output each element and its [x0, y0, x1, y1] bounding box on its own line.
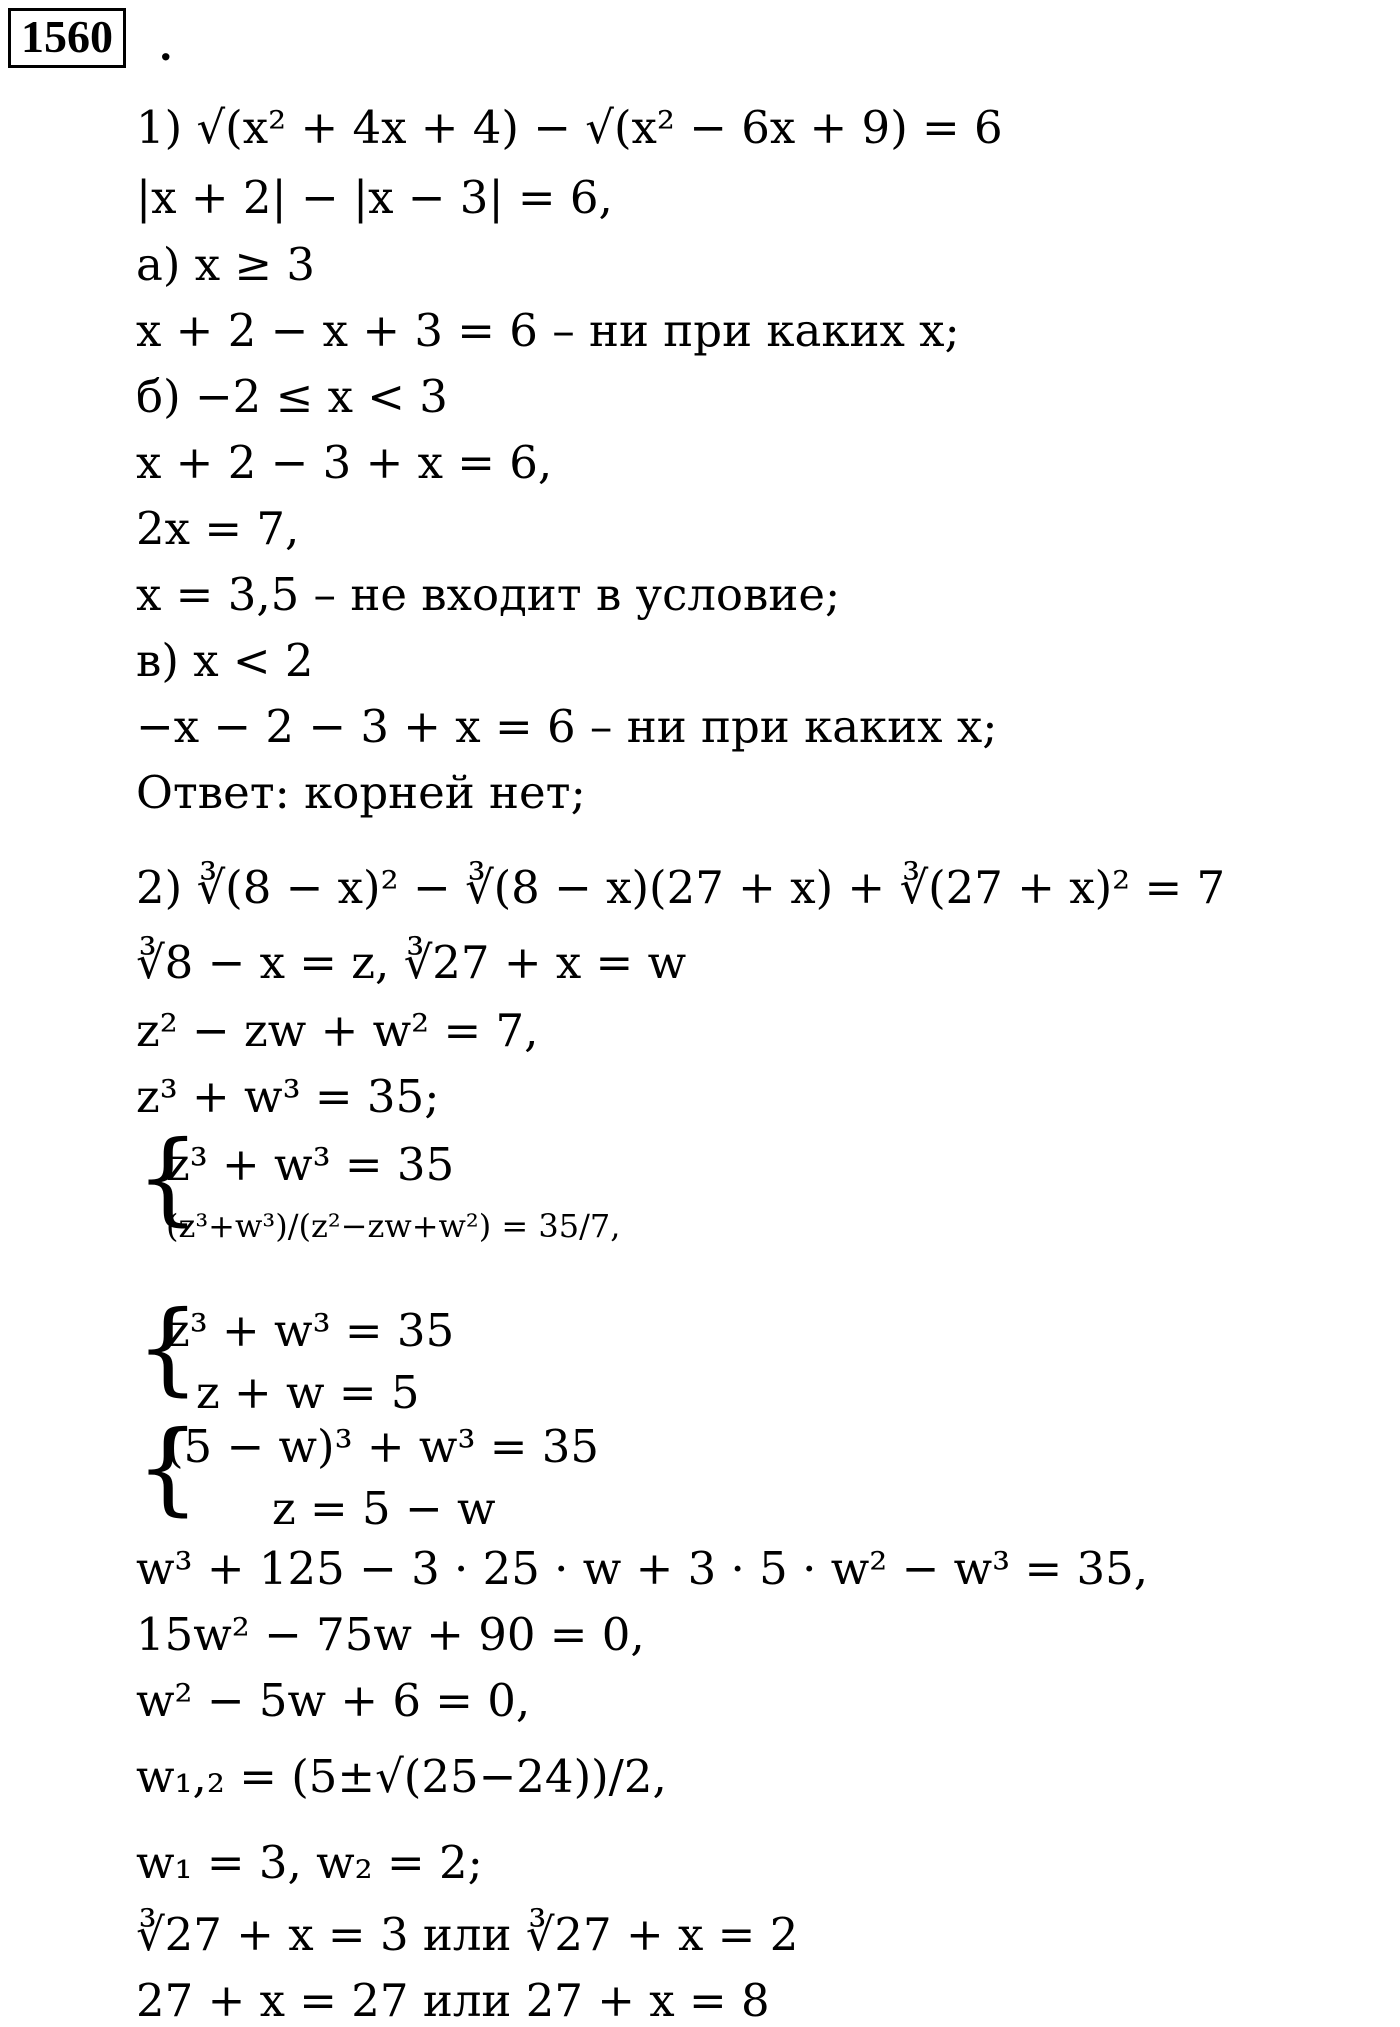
line-7: 2x = 7,	[136, 502, 300, 555]
line-3: а) x ≥ 3	[136, 238, 316, 291]
line-1: 1) √(x² + 4x + 4) − √(x² − 6x + 9) = 6	[136, 101, 1003, 154]
line-26: w₁ = 3, w₂ = 2;	[136, 1836, 483, 1889]
line-15: z³ + w³ = 35;	[136, 1070, 440, 1123]
line-8: x = 3,5 – не входит в условие;	[136, 568, 841, 621]
line-12: 2) ∛(8 − x)² − ∛(8 − x)(27 + x) + ∛(27 + x)² = 7	[136, 861, 1226, 914]
problem-number-dot: .	[160, 19, 172, 70]
line-23: 15w² − 75w + 90 = 0,	[136, 1608, 645, 1661]
line-14: z² − zw + w² = 7,	[136, 1004, 539, 1057]
system-brace-3: {	[136, 1409, 200, 1526]
line-20: (5 − w)³ + w³ = 35	[166, 1420, 600, 1473]
line-17: (z³+w³)/(z²−zw+w²) = 35/7,	[166, 1207, 621, 1245]
line-28: 27 + x = 27 или 27 + x = 8	[136, 1974, 770, 2027]
system-brace-1: {	[136, 1119, 200, 1236]
system-brace-2: {	[136, 1289, 200, 1406]
line-27: ∛27 + x = 3 или ∛27 + x = 2	[136, 1908, 799, 1961]
line-10: −x − 2 − 3 + x = 6 – ни при каких x;	[136, 700, 998, 753]
line-19: z + w = 5	[196, 1366, 420, 1419]
line-2: |x + 2| − |x − 3| = 6,	[136, 171, 613, 224]
line-11: Ответ: корней нет;	[136, 766, 586, 819]
line-21: z = 5 − w	[272, 1482, 496, 1535]
line-6: x + 2 − 3 + x = 6,	[136, 436, 553, 489]
line-22: w³ + 125 − 3 · 25 · w + 3 · 5 · w² − w³ = 35,	[136, 1542, 1149, 1595]
line-4: x + 2 − x + 3 = 6 – ни при каких x;	[136, 304, 960, 357]
problem-number: 1560	[8, 8, 126, 68]
line-5: б) −2 ≤ x < 3	[136, 370, 448, 423]
line-18: z³ + w³ = 35	[166, 1304, 455, 1357]
line-16: z³ + w³ = 35	[166, 1138, 455, 1191]
line-9: в) x < 2	[136, 634, 314, 687]
line-24: w² − 5w + 6 = 0,	[136, 1674, 531, 1727]
line-25: w₁,₂ = (5±√(25−24))/2,	[136, 1750, 667, 1803]
line-13: ∛8 − x = z, ∛27 + x = w	[136, 936, 687, 989]
